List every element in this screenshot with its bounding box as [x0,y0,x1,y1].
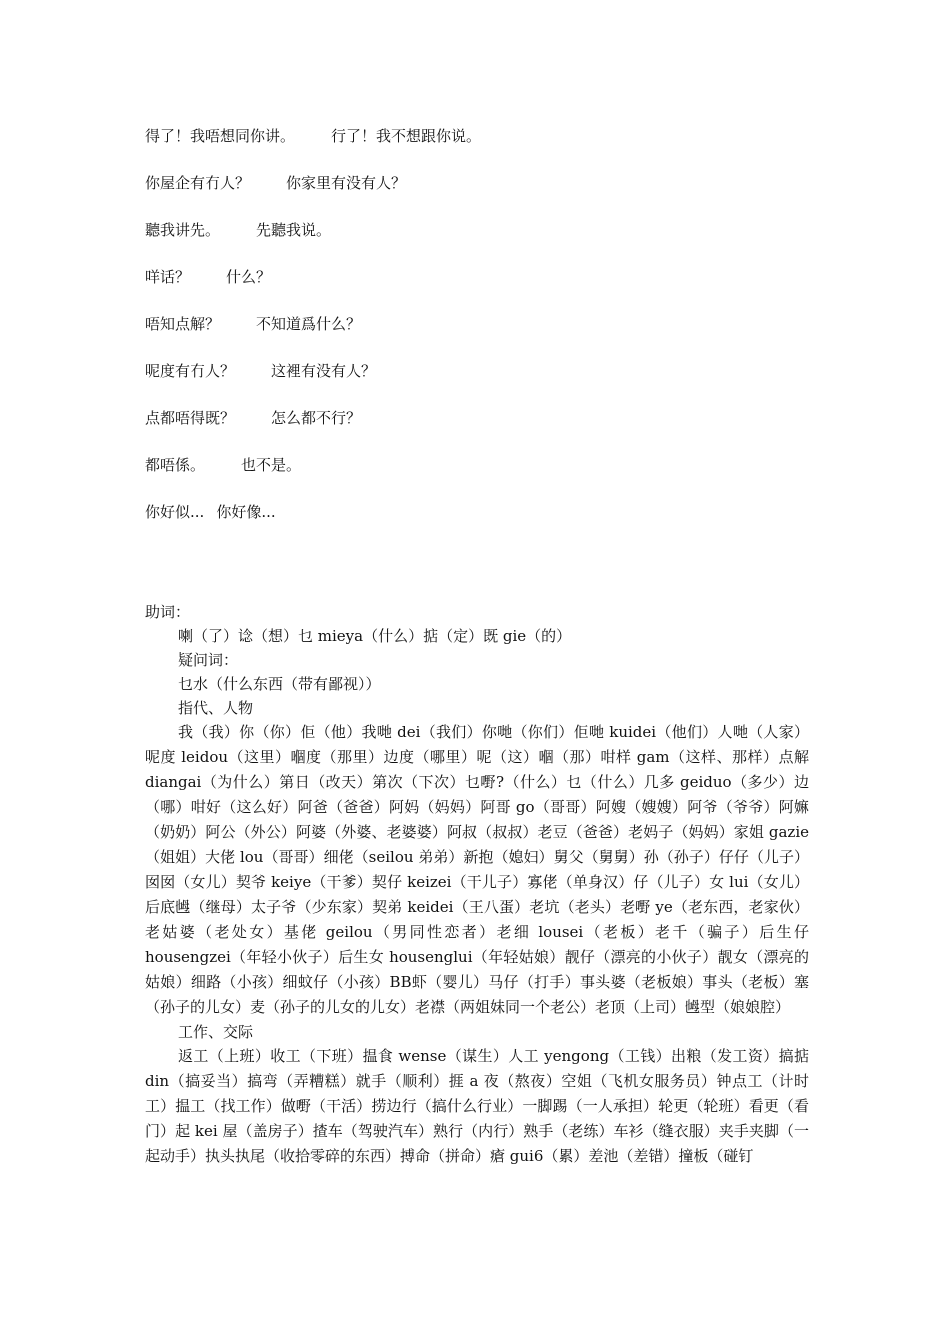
vocabulary-section [145,600,809,1169]
mandarin-phrase: 先聽我说。 [256,221,332,239]
cantonese-phrase: 聽我讲先。 [145,221,221,239]
phrase-row [145,218,825,265]
phrase-list [145,124,825,547]
phrase-row [145,406,825,453]
cantonese-phrase: 点都唔得既？ [145,409,236,427]
pronouns-paragraph: 我（我）你（你）佢（他）我哋 dei（我们）你哋（你们）佢哋 kuidei（他们）人哋（人家）呢度 leidou（这里）嗰度（那里）边度（哪里）呢（这）嗰（那）咁样 gam（这样、那样）点解 diangai（为什么）第日（改天）第次（下次）乜嘢?（什么）乜（什么）几多 geiduo（多少）边（哪）咁好（这么好）阿爸（爸爸）阿妈（妈妈）阿哥 go（哥哥）阿嫂（嫂嫂）阿爷（爷爷）阿嫲（奶奶）阿公（外公）阿婆（外婆、老婆婆）阿叔（叔叔）老豆（爸爸）老妈子（妈妈）家姐 gazie（姐姐）大佬 lou（哥哥）细佬（seilou 弟弟）新抱（媳妇）舅父（舅舅）孙（孙子）仔仔（儿子）囡囡（女儿）契爷 keiye（干爹）契仔 keizei（干儿子）寡佬（单身汉）仔（儿子）女 lui（女儿）后底乸（继母）太子爷（少东家）契弟 keidei（王八蛋）老坑（老头）老嘢 ye（老东西，老家伙）老姑婆（老处女）基佬 geilou（男同性恋者）老细 lousei（老板）老千（骗子）后生仔 housengzei（年轻小伙子）后生女 housenglui（年轻姑娘）靓仔（漂亮的小伙子）靓女（漂亮的姑娘）细路（小孩）细蚊仔（小孩）BB虾（婴儿）马仔（打手）事头婆（老板娘）事头（老板）塞（孙子的儿女）麦（孙子的儿女的儿女）老襟（两姐妹同一个老公）老顶（上司）乸型（娘娘腔） [145,723,809,1016]
mandarin-phrase: 也不是。 [241,456,302,474]
particles-heading: 助词： [145,603,191,621]
phrase-row [145,453,825,500]
mandarin-phrase: 怎么都不行？ [271,409,362,427]
cantonese-phrase: 你好似... [145,503,205,521]
cantonese-phrase: 咩话？ [145,268,191,286]
mandarin-phrase: 行了！我不想跟你说。 [331,127,482,145]
pronouns-heading: 指代、人物 [178,699,254,717]
mandarin-phrase: 你好像... [216,503,276,521]
question-line: 乜水（什么东西（带有鄙视）） [178,675,381,693]
mandarin-phrase: 不知道爲什么？ [256,315,362,333]
mandarin-phrase: 你家里有没有人？ [286,174,407,192]
phrase-row [145,500,825,547]
cantonese-phrase: 呢度有冇人？ [145,362,236,380]
work-paragraph: 返工（上班）收工（下班）揾食 wense（谋生）人工 yengong（工钱）出粮（发工资）搞掂 din（搞妥当）搞弯（弄糟糕）就手（顺利）捱 a 夜（熬夜）空姐（飞机女服务员）钟点工（计时工）揾工（找工作）做嘢（干活）捞边行（搞什么行业）一脚踢（一人承担）轮更（轮班）看更（看门）起 kei 屋（盖房子）揸车（驾驶汽车）熟行（内行）熟手（老练）车衫（缝衣服）夹手夹脚（一起动手）执头执尾（收拾零碎的东西）搏命（拼命）瘡 gui6（累）差池（差错）撞板（碰钉 [145,1047,809,1165]
question-heading: 疑问词： [178,651,239,669]
work-heading: 工作、交际 [178,1023,254,1041]
phrase-row [145,359,825,406]
phrase-row [145,171,825,218]
cantonese-phrase: 你屋企有冇人？ [145,174,251,192]
phrase-row [145,312,825,359]
cantonese-phrase: 都唔係。 [145,456,206,474]
phrase-row [145,265,825,312]
cantonese-phrase: 唔知点解？ [145,315,221,333]
phrase-row [145,124,825,171]
mandarin-phrase: 什么？ [226,268,272,286]
cantonese-phrase: 得了！我唔想同你讲。 [145,127,296,145]
mandarin-phrase: 这裡有没有人？ [271,362,377,380]
particles-line: 喇（了）谂（想）乜 mieya（什么）掂（定）既 gie（的） [178,627,572,645]
